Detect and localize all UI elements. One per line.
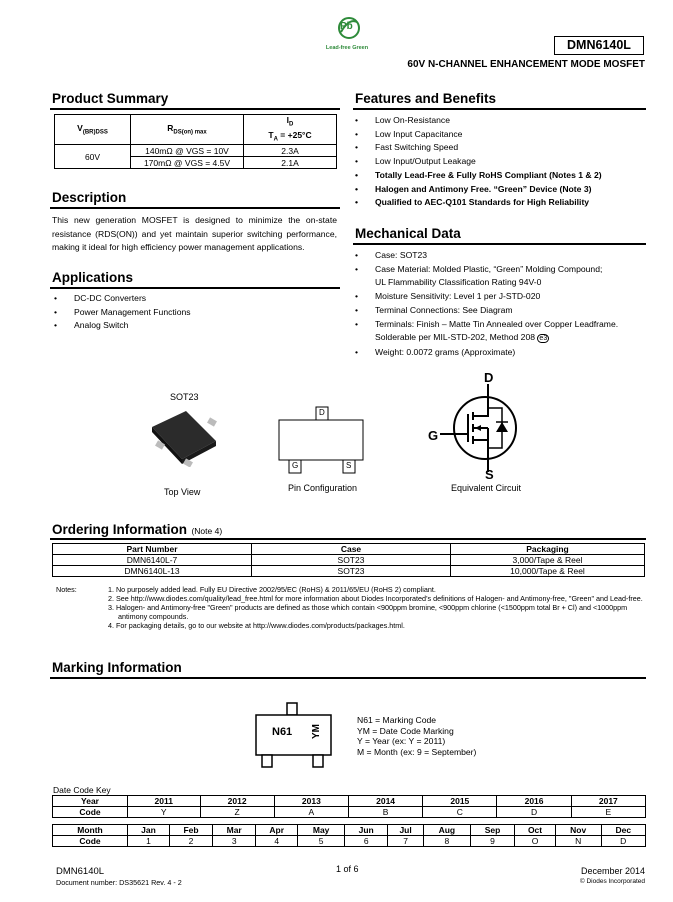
legend-line: YM = Date Code Marking: [357, 725, 454, 736]
equiv-g-label: G: [428, 428, 439, 443]
list-item: • Terminal Connections: See Diagram: [353, 304, 646, 318]
pin-d-label: D: [319, 408, 325, 417]
note-item: 1. No purposely added lead. Fully EU Directive 2002/95/EC (RoHS) & 2011/65/EU (RoHS 2) compliant.: [108, 585, 436, 594]
description-text: This new generation MOSFET is designed to minimize the on-state resistance (RDS(ON)) and yet maintain superior switching performance, making it ideal for high efficiency power management applications.: [52, 215, 337, 252]
section-rule: [50, 287, 340, 289]
year-label: Year: [53, 796, 128, 807]
marking-package-diagram: [255, 702, 335, 768]
pin-config-caption: Pin Configuration: [288, 483, 358, 493]
table-cell: SOT23: [252, 555, 451, 566]
top-view-caption: Top View: [164, 487, 201, 497]
table-cell: 7: [388, 836, 424, 847]
section-rule: [50, 677, 646, 679]
page-subtitle: 60V N-CHANNEL ENHANCEMENT MODE MOSFET: [407, 59, 645, 70]
list-item: • Fast Switching Speed: [353, 141, 646, 155]
ordering-header: Part Number: [53, 544, 252, 555]
table-cell: Jun: [345, 825, 388, 836]
table-cell: May: [298, 825, 345, 836]
rds-value: 170mΩ @ VGS = 4.5V: [131, 157, 244, 169]
table-cell: 2011: [128, 796, 201, 807]
table-cell: 3,000/Tape & Reel: [451, 555, 645, 566]
table-cell: Z: [200, 807, 274, 818]
ordering-heading: [52, 521, 222, 539]
logo-caption: Lead-free Green: [325, 45, 369, 51]
product-summary-table: [54, 114, 337, 169]
mechanical-title: Mechanical Data: [355, 226, 461, 241]
table-cell: 3: [213, 836, 256, 847]
table-cell: Jul: [388, 825, 424, 836]
note-item: 2. See http://www.diodes.com/quality/lead_free.html for more information about Diodes Incorporated’s definitions of Halogen- and Antimony-free, "Green" and Lead-free.: [108, 594, 643, 603]
table-cell: DMN6140L-7: [53, 555, 252, 566]
note-item: 3. Halogen- and Antimony-free "Green" products are defined as those which contain <900ppm bromine, <900ppm chlorine (<1500ppm total Br + Cl) and <1000ppm antimony compounds.: [108, 603, 628, 621]
list-item: • Low Input Capacitance: [353, 128, 646, 142]
features-list: [353, 114, 646, 210]
package-title: SOT23: [170, 392, 199, 402]
list-item: • Low On-Resistance: [353, 114, 646, 128]
vbr-value: 60V: [55, 145, 131, 169]
table-cell: Mar: [213, 825, 256, 836]
table-cell: SOT23: [252, 566, 451, 577]
notes-label: Notes:: [56, 585, 77, 594]
table-cell: 2016: [497, 796, 571, 807]
product-summary-title: Product Summary: [52, 91, 169, 106]
footer-part: DMN6140L: [56, 866, 105, 877]
marking-title: Marking Information: [52, 660, 182, 675]
list-item: [353, 331, 646, 346]
legend-line: N61 = Marking Code: [357, 715, 437, 725]
section-rule: [50, 207, 340, 209]
e3-mark: e3: [539, 335, 548, 343]
applications-list: [52, 292, 337, 333]
table-cell: 4: [256, 836, 298, 847]
section-rule: [50, 538, 646, 540]
table-cell: Apr: [256, 825, 298, 836]
list-item: • Moisture Sensitivity: Level 1 per J-STD-020: [353, 290, 646, 304]
table-cell: 2014: [348, 796, 422, 807]
year-code-table: [52, 795, 646, 818]
sot23-package-image: [148, 405, 224, 467]
list-item: UL Flammability Classification Rating 94V-0: [375, 277, 542, 288]
marking-code: N61: [272, 726, 293, 738]
table-cell: C: [423, 807, 497, 818]
table-cell: DMN6140L-13: [53, 566, 252, 577]
equivalent-circuit-diagram: [440, 384, 530, 472]
features-title: Features and Benefits: [355, 91, 497, 106]
list-item: • Case: SOT23: [353, 249, 646, 263]
equiv-d-label: D: [484, 370, 494, 385]
table-cell: Dec: [601, 825, 646, 836]
footer-copyright: © Diodes Incorporated: [579, 878, 645, 885]
section-rule: [353, 108, 646, 110]
section-rule: [353, 243, 646, 245]
rds-value: 140mΩ @ VGS = 10V: [131, 145, 244, 157]
month-code-table: [52, 824, 646, 847]
table-cell: E: [571, 807, 645, 818]
list-item: • Qualified to AEC-Q101 Standards for High Reliability: [353, 196, 646, 210]
ordering-header: Packaging: [451, 544, 645, 555]
pin-g-label: G: [292, 461, 299, 470]
table-cell: 2: [169, 836, 212, 847]
equiv-s-label: S: [485, 467, 494, 482]
marking-ym: YM: [311, 724, 322, 739]
applications-title: Applications: [52, 270, 134, 285]
footer-date: December 2014: [580, 866, 645, 876]
solderable-text: Solderable per MIL-STD-202, Method 208: [375, 332, 536, 343]
table-cell: 1: [128, 836, 170, 847]
ordering-title: Ordering Information: [52, 522, 187, 537]
table-cell: N: [555, 836, 601, 847]
table-cell: Feb: [169, 825, 212, 836]
table-cell: Aug: [423, 825, 470, 836]
list-item: • Weight: 0.0072 grams (Approximate): [353, 346, 646, 360]
notes-list: [108, 585, 645, 630]
date-code-title: Date Code Key: [53, 785, 111, 795]
equiv-circuit-caption: Equivalent Circuit: [451, 483, 522, 493]
table-cell: O: [515, 836, 556, 847]
legend-line: Y = Year (ex: Y = 2011): [357, 736, 446, 746]
logo-text: Pb: [340, 21, 353, 32]
code-label: Code: [53, 807, 128, 818]
list-item: • Low Input/Output Leakage: [353, 155, 646, 169]
vbr-header: $V_{(BR)DSS}$: [55, 115, 131, 145]
ordering-table: [52, 543, 645, 577]
legend-line: M = Month (ex: 9 = September): [357, 746, 477, 757]
note-item: 4. For packaging details, go to our website at http://www.diodes.com/products/packages.html.: [108, 621, 405, 630]
table-cell: 2012: [200, 796, 274, 807]
table-cell: Jan: [128, 825, 170, 836]
footer-page: 1 of 6: [336, 864, 359, 874]
table-cell: 5: [298, 836, 345, 847]
list-item: • DC-DC Converters: [52, 292, 337, 306]
marking-legend: [357, 715, 476, 757]
description-title: Description: [52, 190, 127, 205]
list-item: • Power Management Functions: [52, 306, 337, 320]
table-cell: 2013: [274, 796, 348, 807]
id-value: 2.3A: [244, 145, 337, 157]
id-value: 2.1A: [244, 157, 337, 169]
ordering-note-ref: (Note 4): [191, 526, 223, 536]
table-cell: Y: [128, 807, 201, 818]
code-label: Code: [53, 836, 128, 847]
table-cell: 2017: [571, 796, 645, 807]
part-number-box: DMN6140L: [554, 36, 644, 55]
list-item: • Analog Switch: [52, 319, 337, 333]
lead-free-logo: [326, 16, 372, 51]
table-cell: Nov: [555, 825, 601, 836]
table-cell: D: [497, 807, 571, 818]
list-item: • Halogen and Antimony Free. “Green” Device (Note 3): [353, 183, 646, 197]
table-cell: D: [601, 836, 646, 847]
rds-header: $R_{DS(on) max}$: [131, 115, 244, 145]
table-cell: 10,000/Tape & Reel: [451, 566, 645, 577]
pin-s-label: S: [346, 461, 352, 470]
table-cell: B: [348, 807, 422, 818]
table-cell: Sep: [470, 825, 514, 836]
table-cell: Oct: [515, 825, 556, 836]
section-rule: [50, 108, 340, 110]
table-cell: 9: [470, 836, 514, 847]
list-item: • Totally Lead-Free & Fully RoHS Compliant (Notes 1 & 2): [353, 169, 646, 183]
list-item: • Case Material: Molded Plastic, “Green” Molding Compound;: [353, 263, 646, 277]
table-cell: 6: [345, 836, 388, 847]
mechanical-list: [353, 249, 646, 360]
id-header: $I_D$ $T_A = +25^\circ C$: [244, 115, 337, 145]
table-cell: A: [274, 807, 348, 818]
list-item: • Terminals: Finish – Matte Tin Annealed over Copper Leadframe.: [353, 318, 646, 332]
table-cell: 8: [423, 836, 470, 847]
ordering-header: Case: [252, 544, 451, 555]
table-cell: 2015: [423, 796, 497, 807]
footer-doc: Document number: DS35621 Rev. 4 - 2: [56, 878, 182, 887]
month-label: Month: [53, 825, 128, 836]
